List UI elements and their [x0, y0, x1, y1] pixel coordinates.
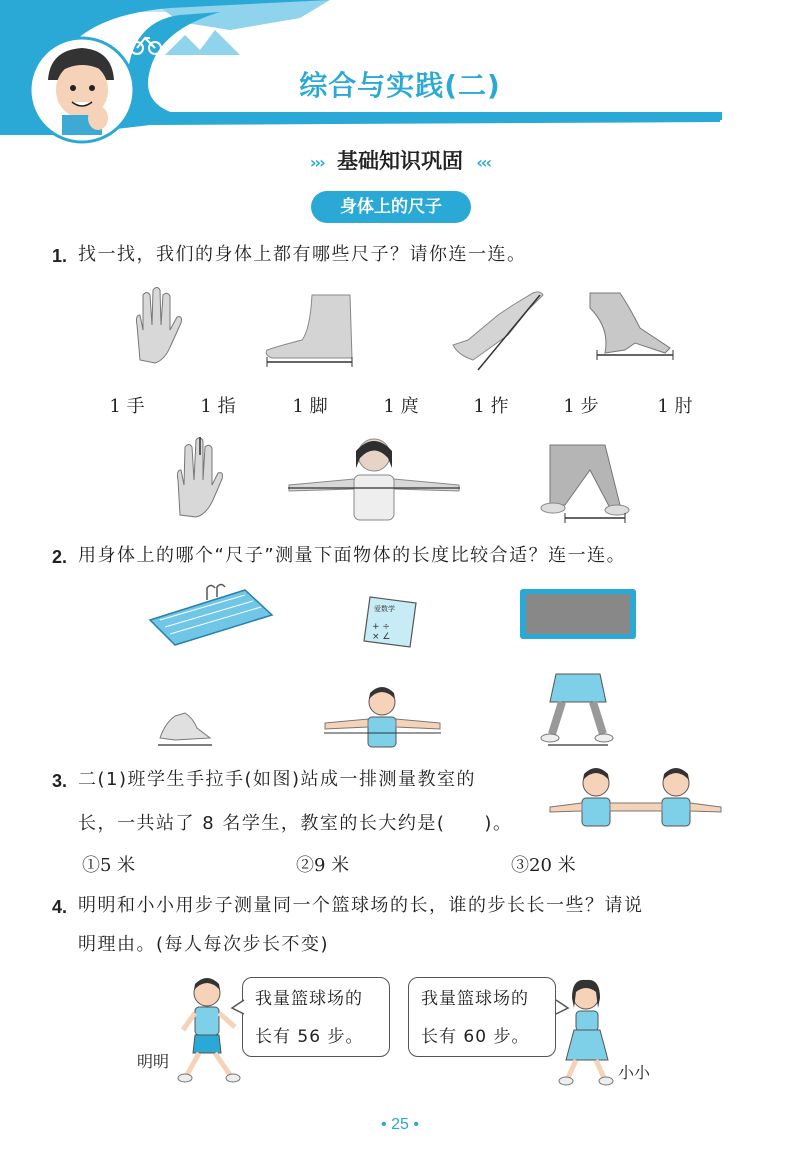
xiaoxiao-name: 小小 — [618, 1063, 651, 1082]
q2-number: 2. — [52, 547, 68, 567]
q3-line2: 长，一共站了 8 名学生，教室的长大约是( )。 — [78, 813, 513, 834]
unit-label: 1 步 — [563, 396, 599, 417]
mingming-figure-image — [175, 975, 245, 1085]
bubble-left-line2: 长有 56 步。 — [255, 1027, 364, 1047]
book-label: 爱数学 — [374, 605, 395, 613]
unit-label: 1 拃 — [473, 396, 509, 417]
section-title-text: 基础知识巩固 — [337, 149, 463, 173]
q1-text: 找一找，我们的身体上都有哪些尺子？请你连一连。 — [78, 244, 527, 265]
forearm-image — [448, 285, 548, 375]
unit-label: 1 庹 — [383, 396, 419, 417]
boy-mascot-icon — [30, 38, 134, 142]
speech-bubble-left — [242, 977, 390, 1057]
unit-label: 1 手 — [109, 396, 145, 417]
svg-text:+ ÷: + ÷ — [372, 622, 390, 632]
q4-line2: 明理由。(每人每次步长不变) — [78, 934, 330, 955]
page-number: • 25 • — [381, 1116, 419, 1133]
q3-option-1: ①5 米 — [82, 855, 136, 876]
unit-label: 1 指 — [200, 396, 236, 417]
swimming-pool-image — [145, 585, 275, 645]
hand-palm-image — [125, 285, 190, 365]
subsection-badge: 身体上的尺子 — [311, 191, 471, 223]
section-title — [200, 145, 600, 175]
hand-span-image — [585, 288, 680, 363]
mingming-name: 明明 — [137, 1052, 170, 1071]
q3-line1: 二(1)班学生手拉手(如图)站成一排测量教室的 — [78, 769, 477, 790]
svg-text:× ∠: × ∠ — [372, 632, 391, 642]
mountains-icon — [165, 30, 240, 55]
q3-option-3: ③20 米 — [511, 855, 576, 876]
chevrons-left: ››› — [309, 153, 324, 172]
girl-arms-spread-image — [284, 433, 464, 523]
children-holding-hands-image — [548, 765, 723, 835]
bubble-left-line1: 我量篮球场的 — [255, 989, 363, 1009]
q2-text: 用身体上的哪个“尺子”测量下面物体的长度比较合适？连一连。 — [78, 545, 627, 566]
q4-line1: 明明和小小用步子测量同一个篮球场的长，谁的步长长一些？请说 — [78, 895, 644, 916]
skirt-legs-step-image — [538, 672, 613, 750]
bubble-right-line1: 我量篮球场的 — [421, 989, 529, 1009]
chevrons-right: ‹‹‹ — [476, 153, 491, 172]
q1-number: 1. — [52, 246, 68, 266]
unit-label: 1 肘 — [657, 396, 693, 417]
bubble-tail-left — [232, 1000, 246, 1016]
hand-span-small-image — [155, 708, 215, 748]
foot-image — [262, 290, 357, 365]
xiaoxiao-figure-image — [558, 978, 618, 1088]
bubble-right-line2: 长有 60 步。 — [421, 1027, 530, 1047]
boy-arms-spread-image — [320, 685, 445, 750]
blackboard-image — [518, 587, 638, 642]
legs-step-image — [535, 440, 630, 525]
finger-width-image — [168, 435, 228, 520]
math-book-image — [360, 595, 420, 650]
page-title: 综合与实践(二) — [299, 69, 501, 102]
q3-number: 3. — [52, 771, 68, 791]
q4-number: 4. — [52, 897, 68, 917]
q3-option-2: ②9 米 — [296, 855, 350, 876]
speech-bubble-right — [408, 977, 556, 1057]
unit-label: 1 脚 — [292, 396, 328, 417]
